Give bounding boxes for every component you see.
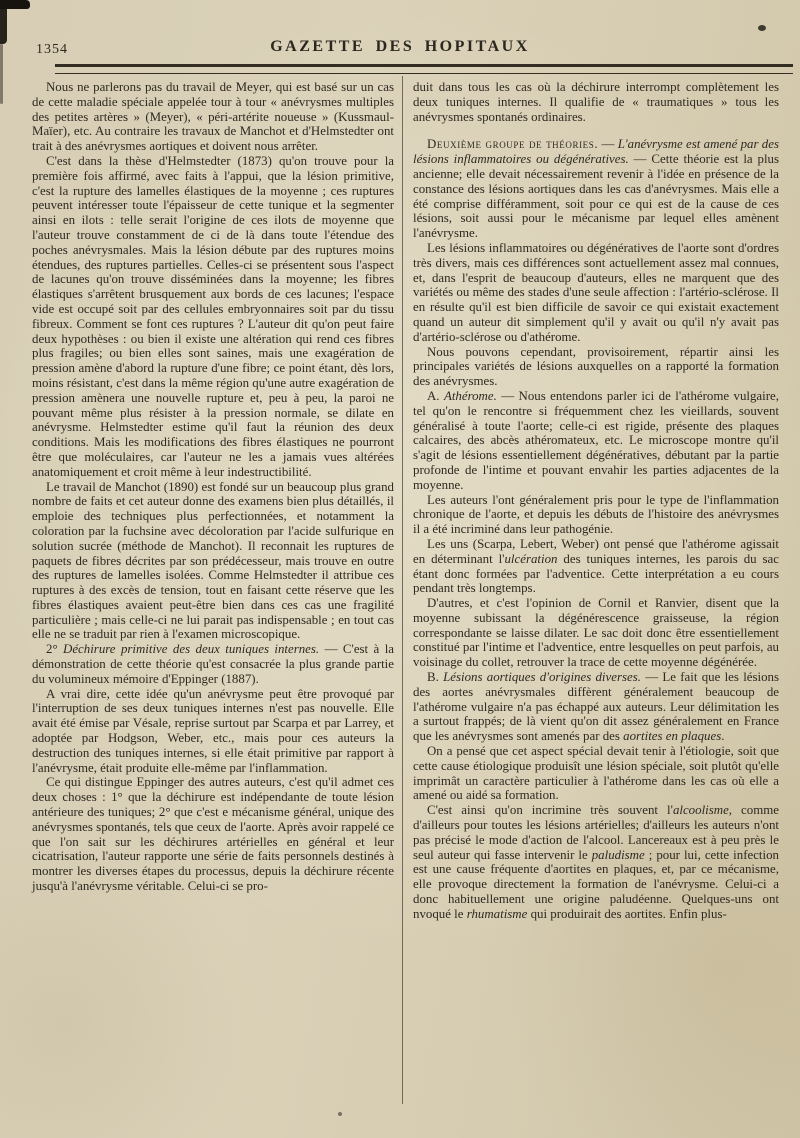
page-number: 1354 bbox=[36, 42, 68, 57]
paragraph bbox=[413, 389, 779, 493]
paragraph bbox=[413, 80, 779, 124]
right-column bbox=[413, 80, 779, 922]
page-header bbox=[0, 30, 800, 64]
text-run: Nous pouvons cependant, provisoirement, répartir ainsi les principales variétés de lésions auxquelles on a rapporté la formation des anévrysmes. bbox=[413, 344, 779, 389]
text-run: A vrai dire, cette idée qu'un anévrysme peut être provoqué par l'interruption de ses deux tuniques internes n'est pas nouvelle. Elle avait été émise par Vésale, reprise surtout par Scarpa et par Larrey, et adoptée par Hodgson, Weber, etc., mais pour ces auteurs la destruction des tuniques internes, si elle était primitive par rapport à l'anévrysme, était produite elle-même par l'inflammation. bbox=[32, 686, 394, 775]
text-run: On a pensé que cet aspect spécial devait tenir à l'étiologie, soit que cette cause étiologique produisît une lésion spéciale, soit plutôt qu'elle imprimât un caractère particulier à l'athérome dans les cas où elle a amené ou aidé sa formation. bbox=[413, 744, 779, 803]
paragraph bbox=[413, 744, 779, 803]
text-run: — Nous entendons parler ici de l'athérome vulgaire, tel qu'on le rencontre si fréquemment chez les vieillards, souvent généralisé à toute l'aorte; celle-ci est rigide, présente des plaques calcaires, des abcès athéromateux, etc. Le microscope montre qu'il s'agit de lésions essentiellement dégénératives, débutant par la partie profonde de l'intime et pouvant envahir les parties adjacentes de la moyenne. bbox=[413, 388, 779, 492]
text-run: D'autres, et c'est l'opinion de Cornil et Ranvier, disent que la moyenne subissant la dégénérescence graisseuse, la région correspondante se laisse dilater. Le sac doit donc être essentiellement constitué par l'intime et l'adventice, entre lesquelles on peut parfois, au voisinage du collet, retrouver la trace de cette moyenne dégénérée. bbox=[413, 596, 779, 670]
italic-text-run: aortites en plaques bbox=[623, 729, 722, 744]
text-run: — Cette théorie est la plus ancienne; elle devait nécessairement revenir à l'idée en présence de la constance des lésions aortiques dans les cas d'anévrysmes. Mais elle a été comprise différamment, soit pour ce qui est de la cause de ces lésions, soit aussi pour le mécanisme par lequel elles amènent l'anévrysme. bbox=[413, 152, 779, 241]
text-run: Les auteurs l'ont généralement pris pour le type de l'inflammation chronique de l'aorte, et depuis les débuts de l'histoire des anévrysmes il a été incriminé dans leur pathogénie. bbox=[413, 492, 779, 537]
paragraph bbox=[32, 80, 394, 154]
text-run: C'est dans la thèse d'Helmstedter (1873) qu'on trouve pour la première fois affirmé, avec faits à l'appui, que la lésion primitive, c'est la rupture des lamelles élastiques de la moyenne ; ces ruptures peuvent intéresser toute l'épaisseur de cette tunique et la segmenter ainsi en ilots : telle serait l'origine de ces ilots de moyenne que l'auteur trouve constamment de ci de là dans toute l'étendue des poches anévrysmales. Mais la lésion débute par des ruptures moins étendues, des ruptures partielles. Celles-ci se présentent sous l'aspect de lacunes qu'on trouve disséminées dans la moyenne; les fibres élastiques s'arrêtent brusquement aux bords de ces lacunes; l'espace vide est occupé soit par des cellules embryonnaires soit par du tissu fibreux. Comment se font ces ruptures ? L'auteur dit qu'on peut faire deux hypothèses : ou bien il existe une altération qui rend ces fibres plus fragiles; ou bien elles sont saines, mais une exagération de pression amène d'abord la rupture d'une fibre; ce point étant, dès lors, moins résistant, c'est dans la même région qu'une autre exagération de pression amènera une nouvelle rupture et, peu à peu, la paroi ne pouvant même plus résister à la pression normale, se dilate en anévrysme. Helmstedter estime qu'il faut la réunion des deux conditions. Mais les modifications des fibres élastiques ne pourront être que moléculaires, car l'auteur ne les a jamais vues altérées anatomiquement et croit même à leur indestructibilité. bbox=[32, 153, 394, 479]
text-run: qui produirait des aortites. Enfin plus- bbox=[527, 906, 727, 921]
journal-title: GAZETTE DES HOPITAUX bbox=[270, 38, 530, 55]
paragraph bbox=[413, 137, 779, 241]
paragraph bbox=[32, 687, 394, 776]
article-body bbox=[0, 76, 800, 1116]
text-run: A. bbox=[427, 388, 444, 403]
italic-text-run: Déchirure primitive des deux tuniques internes. bbox=[63, 642, 320, 657]
paragraph bbox=[413, 803, 779, 921]
paragraph bbox=[32, 775, 394, 893]
italic-text-run: rhumatisme bbox=[466, 906, 528, 921]
paragraph bbox=[32, 642, 394, 686]
text-run: C'est ainsi qu'on incrimine très souvent l' bbox=[427, 803, 673, 818]
text-run: — bbox=[598, 137, 618, 152]
text-run: 2° bbox=[46, 642, 64, 657]
italic-text-run: paludisme bbox=[591, 847, 645, 862]
italic-text-run: Lésions aortiques d'origines diverses. bbox=[443, 670, 641, 685]
italic-text-run: L'anévrysme est amené par des lésions inflammatoires ou dégénératives. bbox=[413, 137, 779, 167]
text-run: duit dans tous les cas où la déchirure interrompt complètement les deux tuniques internes. Il qualifie de « traumatiques » tous les anévrysmes spontanés ordinaires. bbox=[413, 80, 779, 124]
paragraph bbox=[413, 670, 779, 744]
text-run: des tuniques internes, les parois du sac étant donc formées par l'adventice. Cette interprétation a eu cours pendant très longtemps. bbox=[413, 551, 779, 596]
italic-text-run: Athérome. bbox=[443, 388, 497, 403]
paragraph bbox=[413, 241, 779, 345]
text-run: . bbox=[721, 729, 725, 744]
smallcaps-text-run: Deuxième groupe de théories. bbox=[427, 137, 599, 152]
text-run: Nous ne parlerons pas du travail de Meyer, qui est basé sur un cas de cette maladie spéciale appelée tour à tour « anévrysmes multiples des petites artères » (Meyer), « péri-artérite noueuse » (Kussmaul-Maïer), etc. Au contraire les travaux de Manchot et d'Helmstedter ont trait à des anévrysmes aortiques et doivent nous arrêter. bbox=[32, 80, 394, 154]
text-run: — C'est à la démonstration de cette théorie qu'est consacrée la plus grande partie du volumineux mémoire d'Eppinger (1887). bbox=[32, 642, 395, 686]
italic-text-run: alcoolisme bbox=[672, 803, 729, 818]
left-column bbox=[32, 80, 394, 894]
text-run: Les lésions inflammatoires ou dégénératives de l'aorte sont d'ordres très divers, mais ces différences sont actuellement assez mal connues, et, dans l'esprit de beaucoup d'auteurs, elles ne marquent que des variétés ou même des stades d'une seule affection : l'artério-sclérose. Il en résulte qu'il est bien difficile de savoir ce qui existait exactement quand un auteur dit simplement qu'il y avait ou qu'il n'y avait pas d'artério-sclérose ou d'athérome. bbox=[413, 240, 779, 344]
text-run: — Le fait que les lésions des aortes anévrysmales diffèrent généralement beaucoup de l'athérome vulgaire n'a pas échappé aux auteurs. Leur délimitation les a surtout frappés; de là vient qu'on dit assez généralement en France que les anévrysmes sont amenés par des bbox=[413, 670, 780, 744]
paragraph bbox=[413, 493, 779, 537]
text-run: Ce qui distingue Eppinger des autres auteurs, c'est qu'il admet ces deux choses : 1° que la déchirure est indépendante de toute lésion antérieure des tuniques; 2° que c'est e mécanisme général, unique des anévrysmes spontanés, tels que ceux de l'aorte. Après avoir rappelé ce que l'on sait sur les déchirures artérielles en général et leur cicatrisation, l'auteur rapporte une série de faits personnels destinés à montrer les diverses étapes du processus, depuis la déchirure récente jusqu'à l'anévrysme véritable. Celui-ci se pro- bbox=[32, 775, 394, 894]
text-run: ; pour lui, cette infection est une cause fréquente d'aortites en plaques, et, par ce mécanisme, elle provoque directement la formation de l'anévrysme. Celui-ci a donc habituellement une origine paludéenne. Quelques-uns ont nvoqué le bbox=[413, 847, 779, 921]
paragraph bbox=[413, 345, 779, 389]
text-run: Les uns (Scarpa, Lebert, Weber) ont pensé que l'athérome agissait en déterminant l' bbox=[413, 536, 779, 566]
paragraph bbox=[32, 154, 394, 480]
text-run: B. bbox=[427, 670, 444, 685]
header-rule bbox=[55, 64, 793, 74]
text-run: Le travail de Manchot (1890) est fondé sur un beaucoup plus grand nombre de faits et cet auteur donne des examens bien plus détaillés, il emploie des techniques plus perfectionnées, et notamment la coloration par la fuchsine avec décoloration par l'acide sulfurique en solution sucrée (méthode de Manchot). Il reconnait les ruptures de paquets de fibres décrites par son prédécesseur, mais trouve en outre des ruptures de lamelles isolées. Comme Helmstedter il attribue ces ruptures à des excès de tension, tout en faisant cette réserve que les fibres élastiques avaient peut-être bien dans ces cas une fragilité particulière ; mais celle-ci ne lui parait pas indispensable ; en tout cas elle ne se traduit par rien à l'examen microscopique. bbox=[32, 479, 394, 642]
paragraph bbox=[32, 480, 394, 643]
italic-text-run: ulcération bbox=[504, 551, 558, 566]
paragraph bbox=[413, 537, 779, 596]
text-run: , comme d'ailleurs pour toutes les lésions artérielles; d'ailleurs les auteurs n'ont pas précisé le mode d'action de l'alcool. Lancereaux est à peu près le seul auteur qui fasse intervenir le bbox=[413, 803, 779, 862]
paragraph bbox=[413, 596, 779, 670]
column-divider bbox=[402, 76, 403, 1104]
